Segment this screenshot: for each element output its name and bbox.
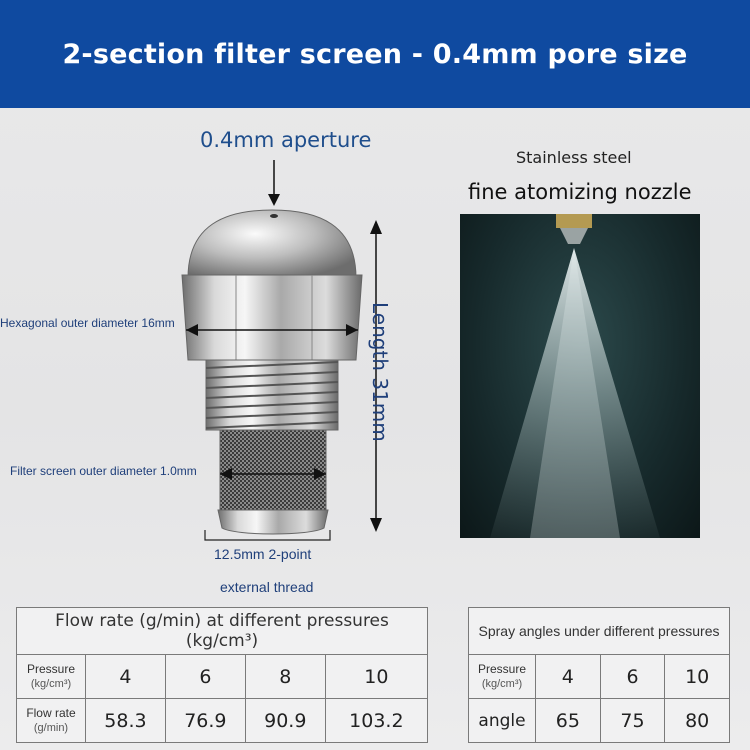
angle-row-label: angle bbox=[469, 699, 536, 743]
hex-diameter-label: Hexagonal outer diameter 16mm bbox=[0, 316, 175, 330]
pressure-value: 4 bbox=[536, 655, 601, 699]
flow-value: 103.2 bbox=[325, 699, 427, 743]
table-row bbox=[469, 699, 730, 743]
pressure-value: 6 bbox=[165, 655, 245, 699]
nozzle-filter-screen bbox=[220, 430, 326, 512]
aperture-label: 0.4mm aperture bbox=[200, 128, 372, 152]
nozzle-hex-body bbox=[182, 275, 362, 360]
pressure-value: 10 bbox=[325, 655, 427, 699]
thread-label-line2: external thread bbox=[220, 579, 314, 595]
pressure-value: 6 bbox=[600, 655, 665, 699]
nozzle-end-cap bbox=[218, 510, 328, 534]
pressure-row-label: Pressure (kg/cm³) bbox=[17, 655, 86, 699]
table-row bbox=[469, 655, 730, 699]
table-row bbox=[17, 655, 428, 699]
length-label: Length 31mm bbox=[368, 302, 392, 442]
nozzle-aperture bbox=[270, 214, 278, 218]
flow-value: 76.9 bbox=[165, 699, 245, 743]
flow-row-label: Flow rate (g/min) bbox=[17, 699, 86, 743]
table-row bbox=[17, 699, 428, 743]
filter-diameter-label: Filter screen outer diameter 1.0mm bbox=[10, 464, 197, 478]
spray-photo bbox=[460, 214, 700, 538]
nozzle-thread bbox=[206, 360, 338, 430]
flow-table-title: Flow rate (g/min) at different pressures (kg/cm³) bbox=[17, 608, 428, 655]
title-banner bbox=[0, 0, 750, 108]
spray-illustration bbox=[460, 214, 700, 538]
photo-label-line1: Stainless steel bbox=[516, 148, 632, 167]
angle-value: 65 bbox=[536, 699, 601, 743]
nozzle-dome bbox=[188, 210, 356, 278]
angle-table-title: Spray angles under different pressures bbox=[469, 608, 730, 655]
pressure-row-label: Pressure (kg/cm³) bbox=[469, 655, 536, 699]
flow-value: 90.9 bbox=[245, 699, 325, 743]
angle-value: 75 bbox=[600, 699, 665, 743]
thread-label-line1: 12.5mm 2-point bbox=[214, 546, 312, 562]
flow-value: 58.3 bbox=[86, 699, 166, 743]
flow-rate-table bbox=[16, 607, 428, 743]
photo-label-line2: fine atomizing nozzle bbox=[468, 180, 692, 204]
angle-value: 80 bbox=[665, 699, 730, 743]
spray-angle-table bbox=[468, 607, 730, 743]
page-title: 2-section filter screen - 0.4mm pore size bbox=[62, 38, 688, 70]
pressure-value: 4 bbox=[86, 655, 166, 699]
pressure-value: 8 bbox=[245, 655, 325, 699]
pressure-value: 10 bbox=[665, 655, 730, 699]
